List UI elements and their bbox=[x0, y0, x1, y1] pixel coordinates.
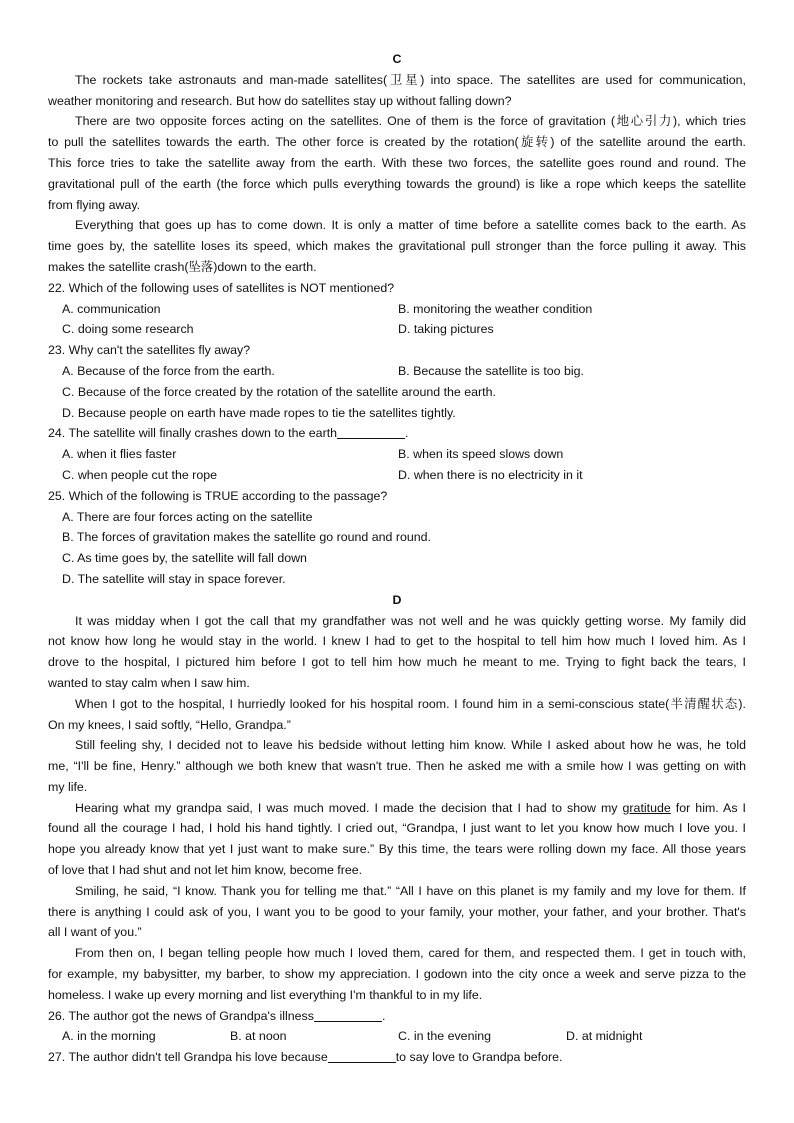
option-d[interactable]: D. taking pictures bbox=[398, 322, 494, 337]
question-27 bbox=[48, 1047, 746, 1068]
text-line: not know how long he would stay in the world. I knew I had to get to the hospital to tell him how much I loved him. As I bbox=[48, 634, 746, 649]
option-row bbox=[48, 465, 746, 486]
text-line: It was midday when I got the call that my grandfather was not well and he was quickly getting worse. My family did bbox=[75, 613, 746, 628]
passage-d-paragraph-5 bbox=[48, 881, 746, 943]
text-line: me, “I'll be fine, Henry.” although we both knew that wasn't true. Then he asked me with a smile how I was getting on with bbox=[48, 759, 746, 774]
option-d[interactable]: D. when there is no electricity in it bbox=[398, 467, 583, 482]
option-d[interactable]: D. Because people on earth have made ropes to tie the satellites tightly. bbox=[62, 405, 456, 420]
section-c-heading: C bbox=[392, 52, 402, 66]
option-b[interactable]: B. monitoring the weather condition bbox=[398, 301, 593, 316]
stem-text: 27. The author didn't tell Grandpa his love because bbox=[48, 1050, 328, 1065]
option-b[interactable]: B. The forces of gravitation makes the satellite go round and round. bbox=[62, 530, 431, 545]
question-26 bbox=[48, 1006, 746, 1048]
answer-blank[interactable] bbox=[314, 1009, 382, 1022]
answer-blank[interactable] bbox=[337, 426, 405, 439]
passage-c-paragraph-3 bbox=[48, 215, 746, 277]
option-a[interactable]: A. communication bbox=[62, 301, 161, 316]
text-line: from flying away. bbox=[48, 197, 141, 212]
question-24 bbox=[48, 423, 746, 485]
passage-d-paragraph-2 bbox=[48, 694, 746, 736]
text-line: for example, my babysitter, my barber, to show my appreciation. I godown into the city once a week and serve pizza to the bbox=[48, 967, 746, 982]
option-d[interactable]: D. The satellite will stay in space forever. bbox=[62, 571, 286, 586]
option-a[interactable]: A. in the morning bbox=[62, 1029, 156, 1044]
option-b[interactable]: B. Because the satellite is too big. bbox=[398, 363, 584, 378]
question-stem: 25. Which of the following is TRUE according to the passage? bbox=[48, 488, 388, 503]
option-b[interactable]: B. when its speed slows down bbox=[398, 447, 564, 462]
stem-end: . bbox=[405, 426, 409, 441]
option-d[interactable]: D. at midnight bbox=[566, 1029, 643, 1044]
text-segment: Hearing what my grandpa said, I was much moved. I made the decision that I had to show my bbox=[75, 800, 623, 815]
option-c[interactable]: C. As time goes by, the satellite will fall down bbox=[62, 551, 307, 566]
option-row bbox=[48, 299, 746, 320]
text-line: There are two opposite forces acting on the satellites. One of them is the force of gravitation (地心引力), which tries bbox=[75, 114, 746, 129]
section-d-heading: D bbox=[392, 592, 402, 607]
option-c[interactable]: C. doing some research bbox=[62, 322, 194, 337]
underlined-word: gratitude bbox=[622, 800, 671, 815]
question-stem bbox=[48, 1047, 746, 1068]
text-line: my life. bbox=[48, 779, 88, 794]
question-25 bbox=[48, 486, 746, 590]
text-line: makes the satellite crash(坠落)down to the earth. bbox=[48, 259, 317, 274]
text-segment: for him. As I bbox=[670, 800, 746, 815]
question-22 bbox=[48, 278, 746, 340]
question-stem: 23. Why can't the satellites fly away? bbox=[48, 343, 251, 358]
passage-d-paragraph-3 bbox=[48, 735, 746, 797]
passage-c-paragraph-1 bbox=[48, 70, 746, 112]
text-line: there is anything I could ask of you, I want you to be good to your family, your mother, your father, and your brother. That's bbox=[48, 904, 746, 919]
text-line: all I want of you.” bbox=[48, 925, 142, 940]
option-row bbox=[48, 361, 746, 382]
text-line: of love that I had shut and not let him know, become free. bbox=[48, 863, 363, 878]
text-line: gravitational pull of the earth (the force which pulls everything towards the ground) is like a rope which keeps the satellite bbox=[48, 176, 746, 191]
text-line: On my knees, I said softly, “Hello, Grandpa.” bbox=[48, 717, 291, 732]
question-stem: 22. Which of the following uses of satellites is NOT mentioned? bbox=[48, 280, 395, 295]
option-a[interactable]: A. Because of the force from the earth. bbox=[62, 363, 275, 378]
passage-c-paragraph-2 bbox=[48, 111, 746, 215]
text-line: Smiling, he said, “I know. Thank you for telling me that.” “All I have on this planet is my family and my love for them. If bbox=[75, 883, 746, 898]
question-stem bbox=[48, 1006, 746, 1027]
option-c[interactable]: C. in the evening bbox=[398, 1029, 491, 1044]
text-line: When I got to the hospital, I hurriedly looked for his hospital room. I found him in a semi-conscious state(半清醒状态). bbox=[75, 696, 746, 711]
text-line: wanted to stay calm when I saw him. bbox=[48, 675, 250, 690]
text-line bbox=[48, 798, 746, 819]
option-c[interactable]: C. when people cut the rope bbox=[62, 467, 217, 482]
text-line: hope you already know that yet I just want to make sure.” By this time, the tears were rolling down my face. All those years bbox=[48, 842, 746, 857]
text-line: This force tries to take the satellite away from the earth. With these two forces, the satellite goes round and round. The bbox=[48, 155, 746, 170]
option-a[interactable]: A. There are four forces acting on the satellite bbox=[62, 509, 313, 524]
option-row bbox=[48, 319, 746, 340]
stem-end: . bbox=[381, 1008, 386, 1023]
text-line: Still feeling shy, I decided not to leave his bedside without letting him know. While I asked about how he was, he told bbox=[75, 738, 746, 753]
option-row bbox=[48, 403, 746, 424]
option-c[interactable]: C. Because of the force created by the rotation of the satellite around the earth. bbox=[62, 384, 496, 399]
text-line: to pull the satellites towards the earth. The other force is created by the rotation(旋转) of the satellite around the earth. bbox=[48, 135, 746, 150]
passage-d-paragraph-4 bbox=[48, 798, 746, 881]
option-row bbox=[48, 444, 746, 465]
option-b[interactable]: B. at noon bbox=[230, 1029, 287, 1044]
option-a[interactable]: A. when it flies faster bbox=[62, 447, 177, 462]
text-line: drove to the hospital, I pictured him before I got to tell him how much he meant to me. Trying to fight back the tears, I bbox=[48, 655, 746, 670]
stem-end: to say love to Grandpa before. bbox=[395, 1050, 563, 1065]
question-stem bbox=[48, 423, 746, 444]
text-line: From then on, I began telling people how much I loved them, cared for them, and respected them. I get in touch with, bbox=[75, 946, 746, 961]
text-line: Everything that goes up has to come down. It is only a matter of time before a satellite comes back to the earth. As bbox=[75, 218, 746, 233]
text-line: weather monitoring and research. But how do satellites stay up without falling down? bbox=[48, 93, 512, 108]
option-row bbox=[48, 1026, 746, 1047]
text-line: time goes by, the satellite loses its speed, which makes the gravitational pull stronger than the force pulling it away. This bbox=[48, 239, 746, 254]
passage-d-paragraph-6 bbox=[48, 943, 746, 1005]
stem-text: 24. The satellite will finally crashes down to the earth bbox=[48, 426, 338, 441]
text-line: found all the courage I had, I hold his hand tightly. I cried out, “Grandpa, I just want to let you know how much I love you. I bbox=[48, 821, 746, 836]
exam-page bbox=[48, 49, 746, 1068]
text-line: homeless. I wake up every morning and list everything I'm thankful to in my life. bbox=[48, 987, 483, 1002]
answer-blank[interactable] bbox=[328, 1050, 396, 1063]
option-row bbox=[48, 382, 746, 403]
text-line: The rockets take astronauts and man-made satellites(卫星) into space. The satellites are used for communication, bbox=[75, 72, 746, 87]
passage-d-paragraph-1 bbox=[48, 611, 746, 694]
stem-text: 26. The author got the news of Grandpa's illness bbox=[48, 1008, 314, 1023]
question-23 bbox=[48, 340, 746, 423]
